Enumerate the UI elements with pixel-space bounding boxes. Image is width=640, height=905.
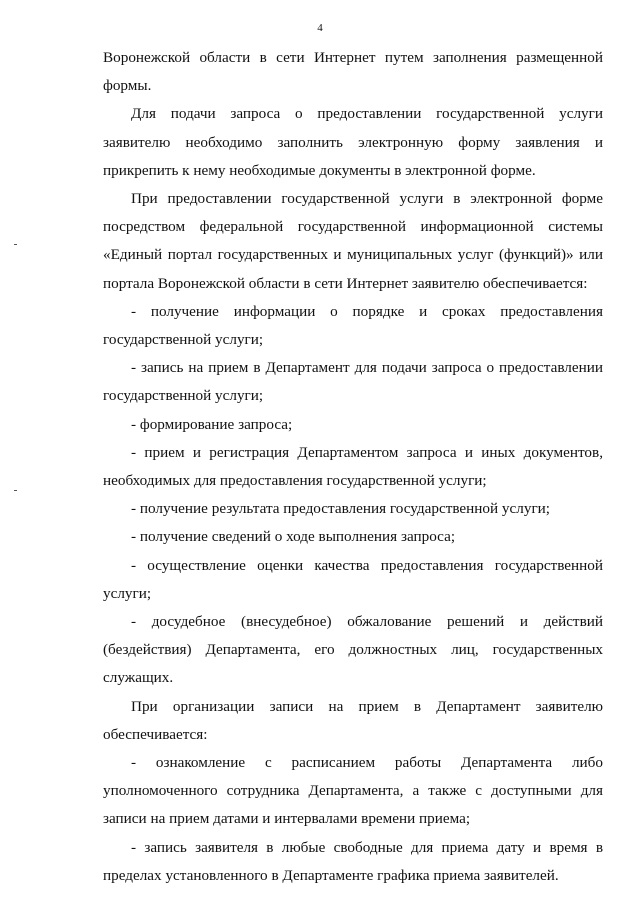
list-item-booking: - запись заявителя в любые свободные для приема дату и время в пределах установленного в Департаменте графика приема заявителей. [103, 838, 603, 884]
list-item-result: - получение результата предоставления государственной услуги; [131, 500, 551, 518]
scan-mark [14, 244, 17, 245]
list-item-quality: - осуществление оценки качества предоставления государственной услуги; [103, 556, 603, 602]
list-item-schedule: - ознакомление с расписанием работы Департамента либо уполномоченного сотрудника Департамента, а также с доступными для записи на прием датами и интервалами времени приема; [103, 754, 603, 828]
scan-mark [14, 490, 17, 491]
list-item-progress: - получение сведений о ходе выполнения запроса; [131, 528, 456, 546]
paragraph-appointment-intro: При организации записи на прием в Департамент заявителю обеспечивается: [103, 697, 603, 743]
document-body [103, 44, 603, 890]
list-item-appointment: - запись на прием в Департамент для подачи запроса о предоставлении государственной услуги; [103, 359, 603, 405]
list-item-registration: - прием и регистрация Департаментом запроса и иных документов, необходимых для предоставления государственной услуги; [103, 443, 603, 490]
list-item-info: - получение информации о порядке и сроках предоставления государственной услуги; [103, 302, 603, 349]
paragraph-3: При предоставлении государственной услуги в электронной форме посредством федеральной государственной информационной системы «Единый портал государственных и муниципальных услуг (функций)» или портала Воронежской области в сети Интернет заявителю обеспечивается: [103, 190, 603, 292]
list-item-request-forming: - формирование запроса; [131, 415, 293, 433]
paragraph-1: Воронежской области в сети Интернет путем заполнения размещенной формы. [103, 49, 603, 95]
page-number: 4 [317, 22, 323, 34]
paragraph-2: Для подачи запроса о предоставлении государственной услуги заявителю необходимо заполнить электронную форму заявления и прикрепить к нему необходимые документы в электронной форме. [103, 105, 603, 179]
list-item-appeal: - досудебное (внесудебное) обжалование решений и действий (бездействия) Департамента, его должностных лиц, государственных служащих. [103, 613, 603, 687]
